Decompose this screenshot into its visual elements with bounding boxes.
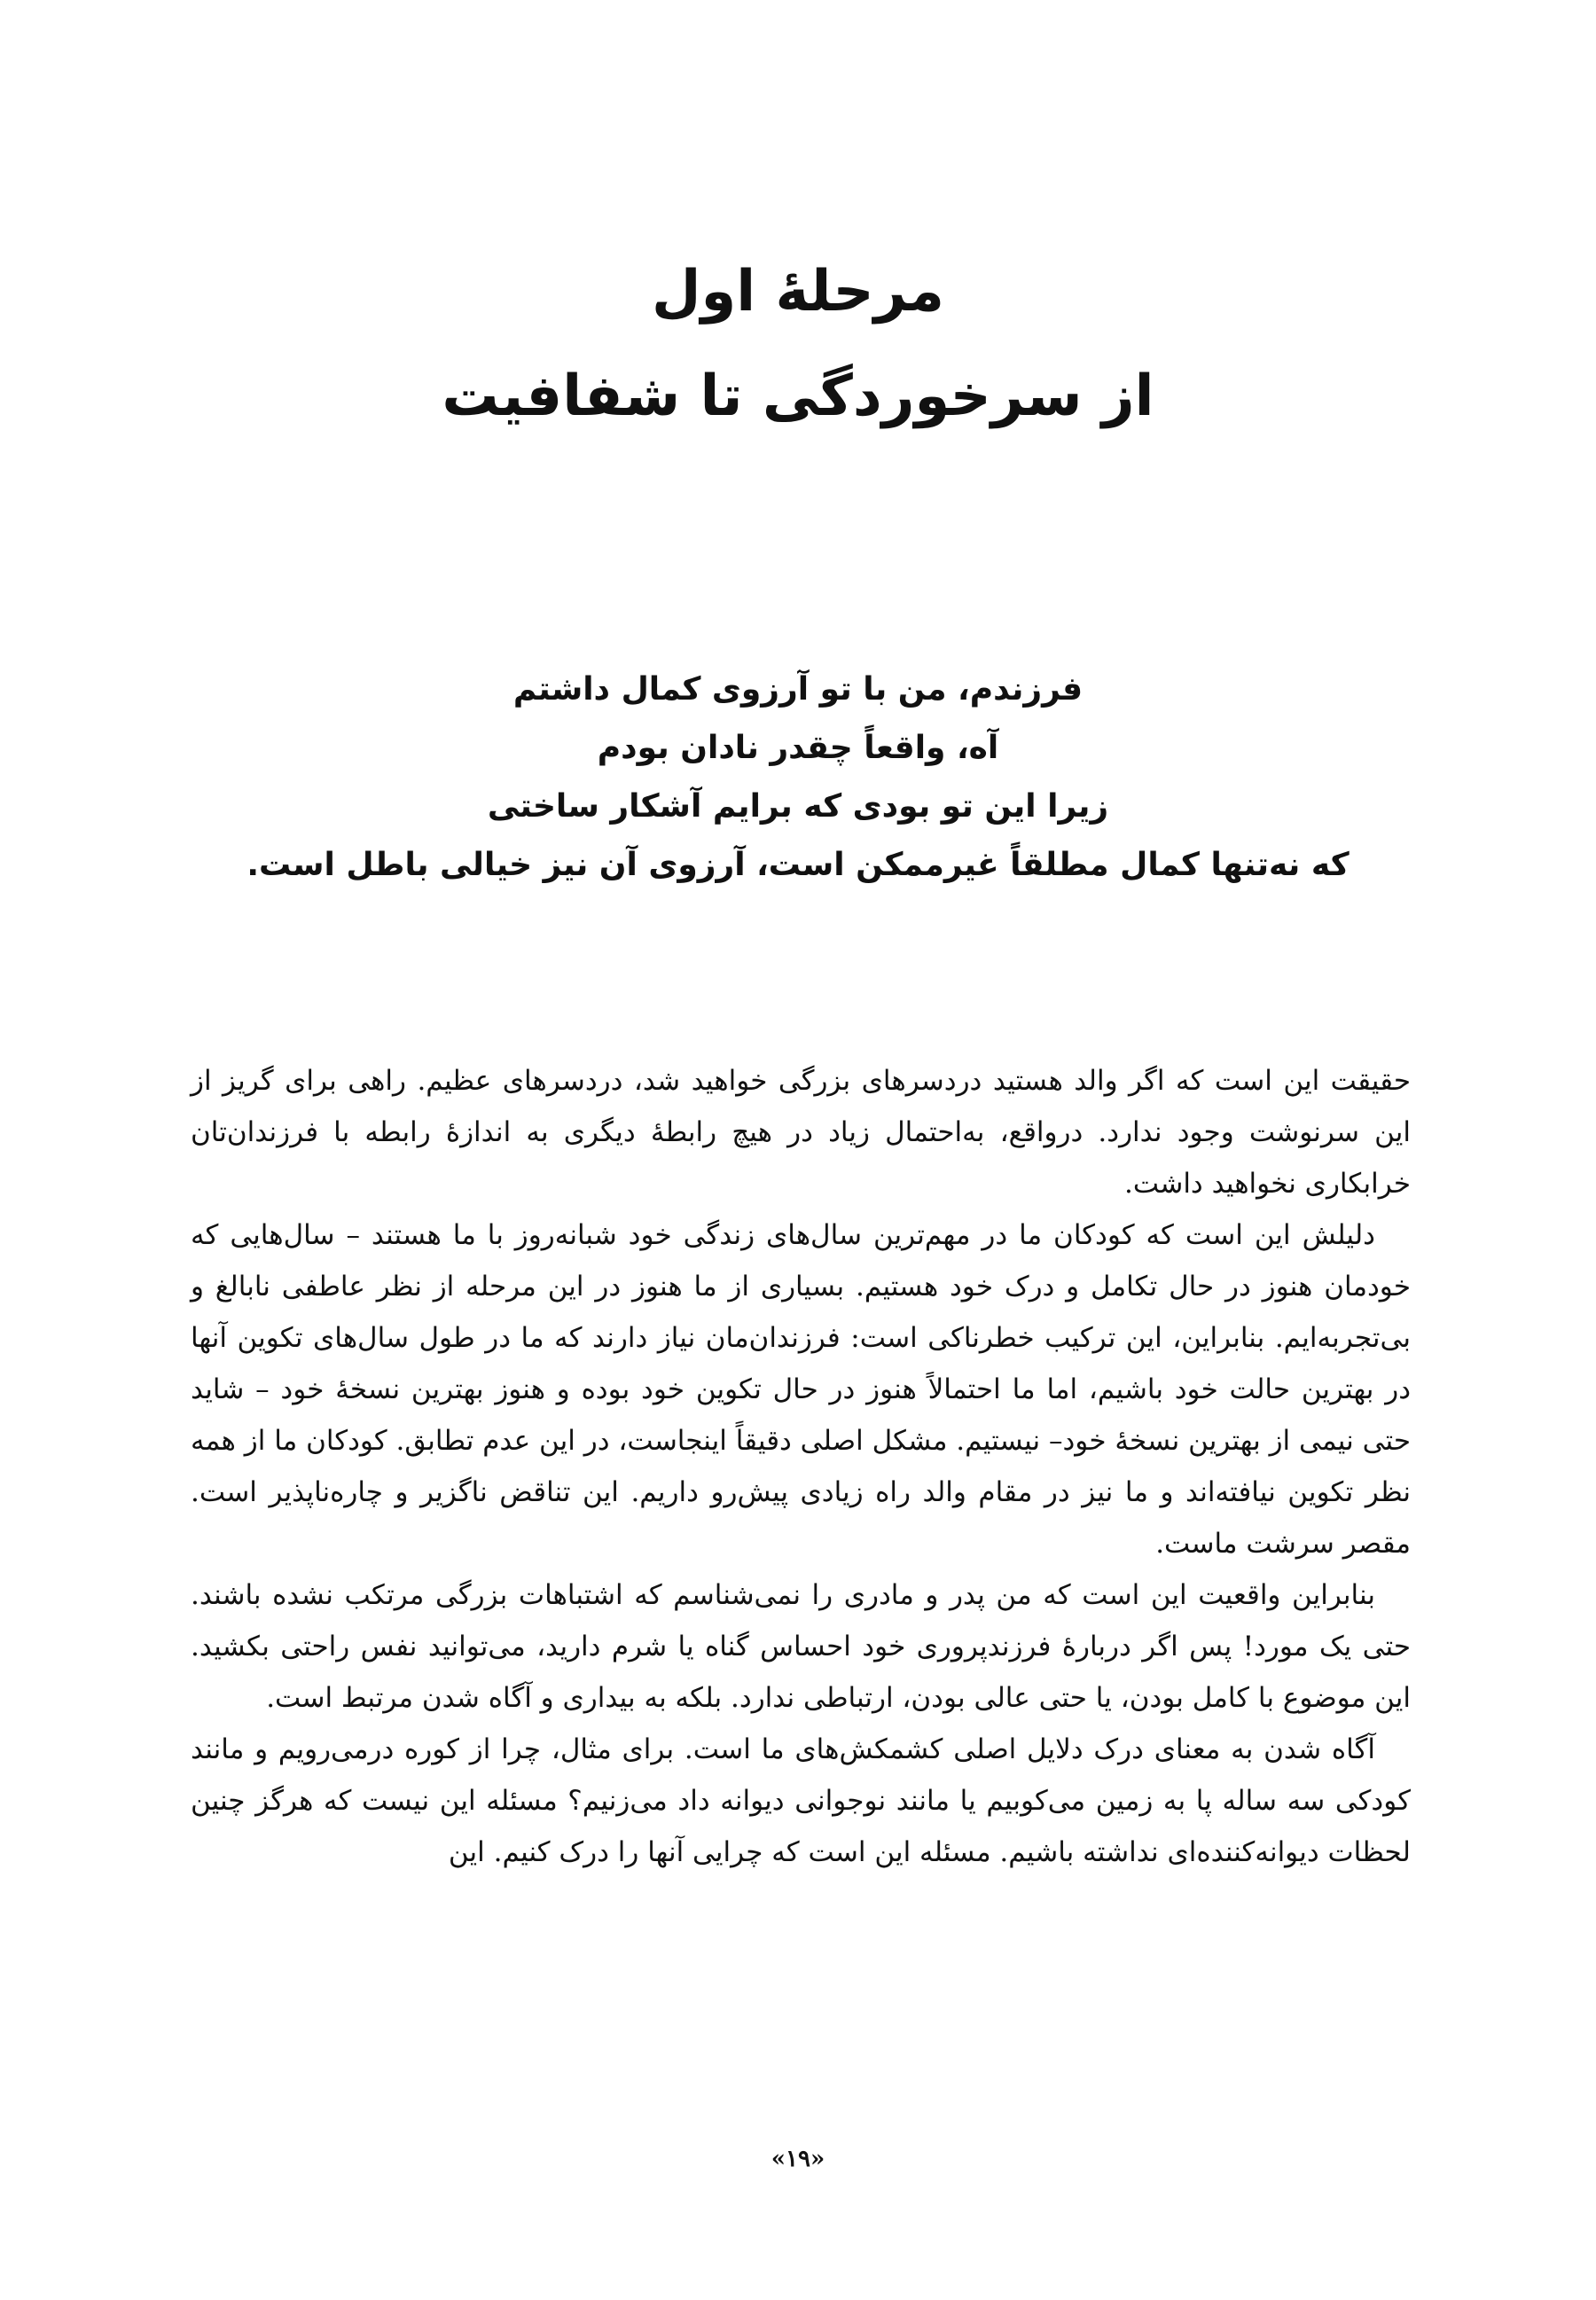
epigraph-line-4: که نه‌تنها کمال مطلقاً غیرممکن است، آرزوی آن نیز خیالی باطل است. — [246, 847, 1350, 883]
chapter-title — [0, 239, 1596, 449]
body-text — [191, 1055, 1411, 1878]
paragraph-1: حقیقت این است که اگر والد هستید دردسرهای بزرگی خواهید شد، دردسرهای عظیم. راهی برای گریز از این سرنوشت وجود ندارد. درواقع، به‌احتمال زیاد در هیچ رابطهٔ دیگری به اندازهٔ رابطه با فرزندان‌تان خرابکاری نخواهید داشت. — [191, 1065, 1411, 1200]
epigraph-line-3: زیرا این تو بودی که برایم آشکار ساختی — [487, 788, 1109, 825]
epigraph-line-2: آه، واقعاً چقدر نادان بودم — [597, 730, 999, 766]
paragraph-3: بنابراین واقعیت این است که من پدر و مادری را نمی‌شناسم که اشتباهات بزرگی مرتکب نشده باشند. حتی یک مورد! پس اگر دربارهٔ فرزندپروری خود احساس گناه یا شرم دارید، می‌توانید نفس راحتی بکشید. این موضوع با کامل بودن، یا حتی عالی بودن، ارتباطی ندارد. بلکه به بیداری و آگاه شدن مرتبط است. — [191, 1579, 1411, 1714]
paragraph-2: دلیلش این است که کودکان ما در مهم‌ترین سال‌های زندگی خود شبانه‌روز با ما هستند – سال‌هایی که خودمان هنوز در حال تکامل و درک خود هستیم. بسیاری از ما هنوز در این مرحله از نظر عاطفی نابالغ و بی‌تجربه‌ایم. بنابراین، این ترکیب خطرناکی است: فرزندان‌مان نیاز دارند که ما در طول سال‌های تکوین آنها در بهترین حالت خود باشیم، اما ما احتمالاً هنوز در حال تکوین خود بوده و هنوز بهترین نسخهٔ خود – شاید حتی نیمی از بهترین نسخهٔ خود– نیستیم. مشکل اصلی دقیقاً اینجاست، در این عدم تطابق. کودکان ما از همه نظر تکوین نیافته‌اند و ما نیز در مقام والد راه زیادی پیش‌رو داریم. این تناقض ناگزیر و چاره‌ناپذیر است. مقصر سرشت ماست. — [191, 1219, 1411, 1560]
chapter-title-line-1: مرحلهٔ اول — [651, 259, 945, 325]
epigraph-poem — [0, 661, 1596, 895]
paragraph-4: آگاه شدن به معنای درک دلایل اصلی کشمکش‌های ما است. برای مثال، چرا از کوره درمی‌رویم و مانند کودکی سه ساله پا به زمین می‌کوبیم یا مانند نوجوانی دیوانه داد می‌زنیم؟ مسئله این نیست که هرگز چنین لحظات دیوانه‌کننده‌ای نداشته باشیم. مسئله این است که چرایی آنها را درک کنیم. این — [191, 1733, 1411, 1868]
chapter-title-line-2: از سرخوردگی تا شفافیت — [442, 364, 1154, 429]
epigraph-line-1: فرزندم، من با تو آرزوی کمال داشتم — [512, 671, 1084, 708]
page-number: «۱۹» — [771, 2146, 825, 2172]
